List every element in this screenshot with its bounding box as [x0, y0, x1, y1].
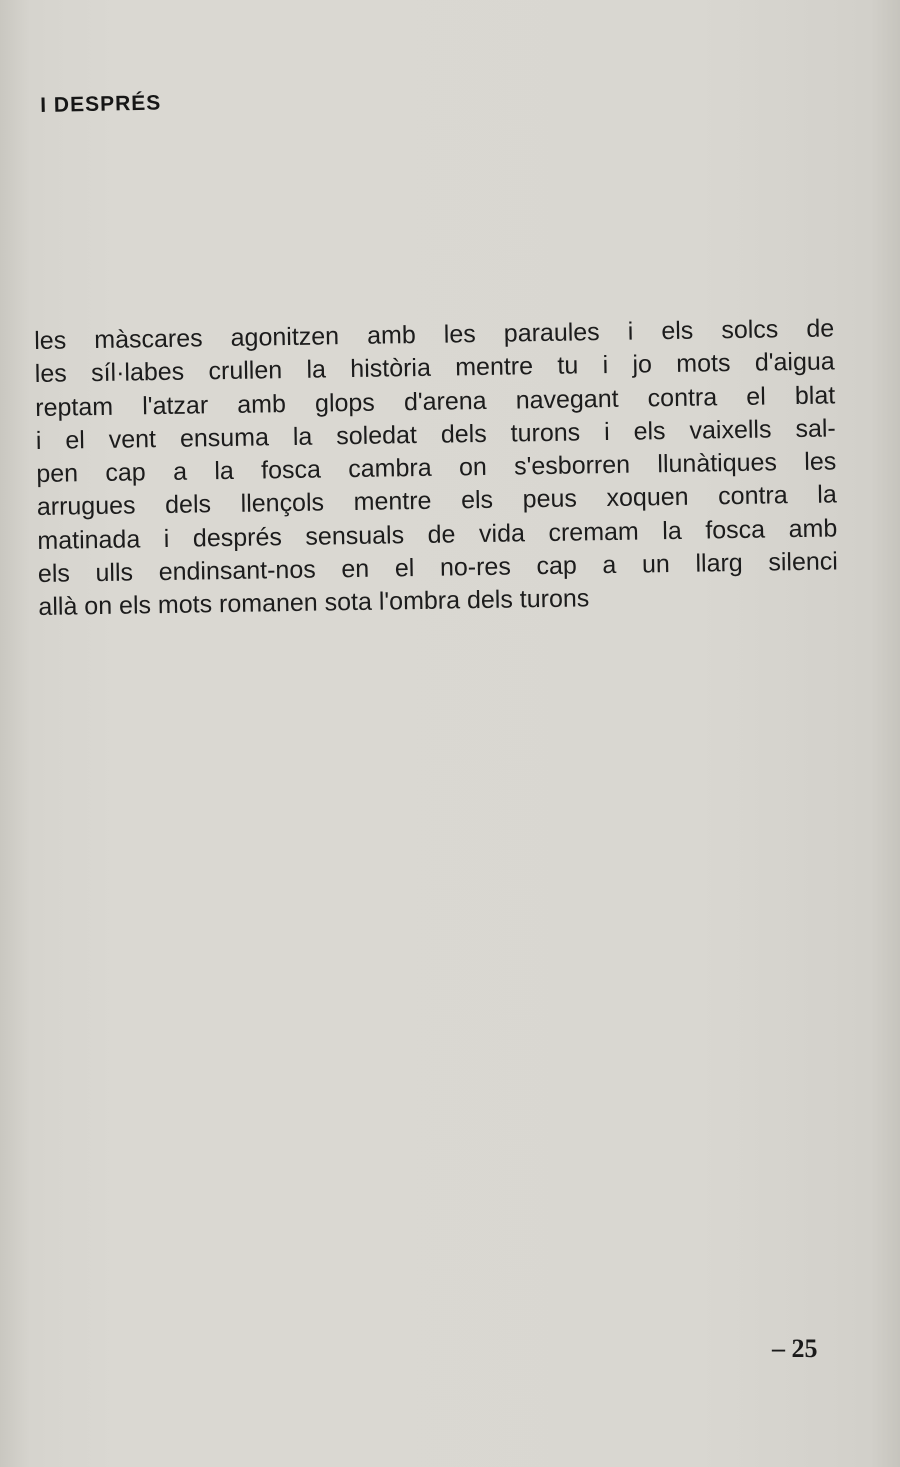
poem-line-2: les síl·labes crullen la història mentre tu i jo mots d'aigua [34, 347, 835, 389]
poem-line-5: pen cap a la fosca cambra on s'esborren llunàtiques les [36, 447, 837, 489]
page-number: – 25 [772, 1334, 818, 1363]
poem-line-3: reptam l'atzar amb glops d'arena navegant contra el blat [35, 381, 836, 422]
poem-body [34, 312, 839, 624]
poem-line-6: arrugues dels llençols mentre els peus xoquen contra la [36, 480, 837, 522]
poem-line-1: les màscares agonitzen amb les paraules i els solcs de [34, 314, 835, 355]
poem-line-8: els ulls endinsant-nos en el no-res cap a un llarg silenci [37, 547, 839, 589]
poem-title: I DESPRÉS [40, 91, 162, 117]
poem-line-4: i el vent ensuma la soledat dels turons i els vaixells sal- [35, 414, 836, 455]
poem-line-9: allà on els mots romanen sota l'ombra dels turons [38, 584, 590, 622]
poem-line-7: matinada i després sensuals de vida cremam la fosca amb [37, 514, 838, 555]
